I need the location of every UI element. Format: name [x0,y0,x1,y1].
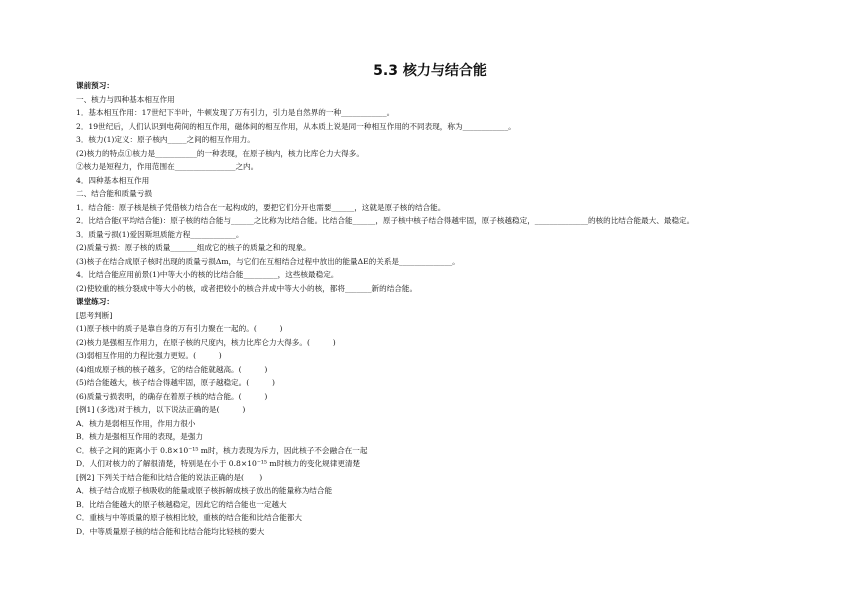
text-line: (5)结合能越大，核子结合得越牢固，原子越稳定。( ) [76,378,275,387]
text-line: C．核子之间的距离小于 0.8×10⁻¹⁵ m时，核力表现为斥力，因此核子不会融合在一起 [76,445,368,455]
text-line: [例2] 下列关于结合能和比结合能的说法正确的是( ) [76,472,263,482]
text-line: (4)组成原子核的核子越多，它的结合能就越高。( ) [76,364,268,374]
text-line: (3)核子在结合成原子核时出现的质量亏损Δm，与它们在互相结合过程中放出的能量ΔE的关系是______________。 [76,256,460,266]
section-heading: 课堂练习： [76,297,114,306]
text-line: 二、结合能和质量亏损 [76,189,152,198]
text-line: (2)核力的特点①核力是___________的一种表现，在原子核内，核力比库仑力大得多。 [76,148,364,158]
text-line: (2)核力是强相互作用力，在原子核的尺度内，核力比库仑力大得多。( ) [76,337,336,347]
text-line: [思考判断] [76,310,113,320]
text-line: (3)弱相互作用的力程比强力更短。( ) [76,351,222,360]
text-line: 1．基本相互作用：17世纪下半叶，牛顿发现了万有引力，引力是自然界的一种____________。 [76,108,395,117]
text-line: A．核子结合成原子核吸收的能量或原子核拆解成核子放出的能量称为结合能 [76,486,333,495]
text-line: (6)质量亏损表明，的确存在着原子核的结合能。( ) [76,391,268,401]
text-line: ②核力是短程力，作用范围在________________之内。 [76,162,259,171]
text-line: D．中等质量原子核的结合能和比结合能均比轻核的要大 [76,526,265,536]
document-body [76,79,816,538]
text-line: 1．结合能：原子核是核子凭借核力结合在一起构成的，要把它们分开也需要______，这就是原子核的结合能。 [76,202,446,212]
page-title: 5.3 核力与结合能 [373,63,487,79]
text-line: (2)质量亏损：原子核的质量_______组成它的核子的质量之和的现象。 [76,243,311,252]
text-line: B．比结合能越大的原子核越稳定，因此它的结合能也一定越大 [76,499,287,509]
text-line: 3．核力(1)定义：原子核内_____之间的相互作用力。 [76,135,255,144]
text-line: C．重核与中等质量的原子核相比较，重核的结合能和比结合能都大 [76,513,303,522]
text-line: 2．19世纪后，人们认识到电荷间的相互作用，磁体间的相互作用，从本质上说是同一种相互作用的不同表现，称为____________。 [76,121,516,131]
text-line: (2)使较重的核分裂成中等大小的核，或者把较小的核合并成中等大小的核，都将_______新的结合能。 [76,283,418,293]
text-line: 一、核力与四种基本相互作用 [76,94,175,104]
text-line: B．核力是强相互作用的表现，是强力 [76,432,204,441]
text-line: 4．四种基本相互作用 [76,175,150,185]
text-line: D．人们对核力的了解很清楚，特别是在小于 0.8×10⁻¹⁵ m时核力的变化规律更清楚 [76,459,361,468]
text-line: [例1] (多选)对于核力，以下说法正确的是( ) [76,405,246,414]
text-line: 2．比结合能(平均结合能)：原子核的结合能与______之比称为比结合能。比结合能______，原子核中核子结合得越牢固，原子核越稳定，______________的核的比结合能最大、最稳定。 [76,216,695,225]
text-line: 4．比结合能应用前景(1)中等大小的核的比结合能_________，这些核最稳定。 [76,270,339,279]
text-line: (1)原子核中的质子是靠自身的万有引力聚在一起的。( ) [76,324,283,333]
section-heading: 课前预习： [76,81,114,90]
text-line: 3．质量亏损(1)爱因斯坦质能方程____________。 [76,229,244,239]
text-line: A．核力是弱相互作用，作用力很小 [76,418,196,428]
